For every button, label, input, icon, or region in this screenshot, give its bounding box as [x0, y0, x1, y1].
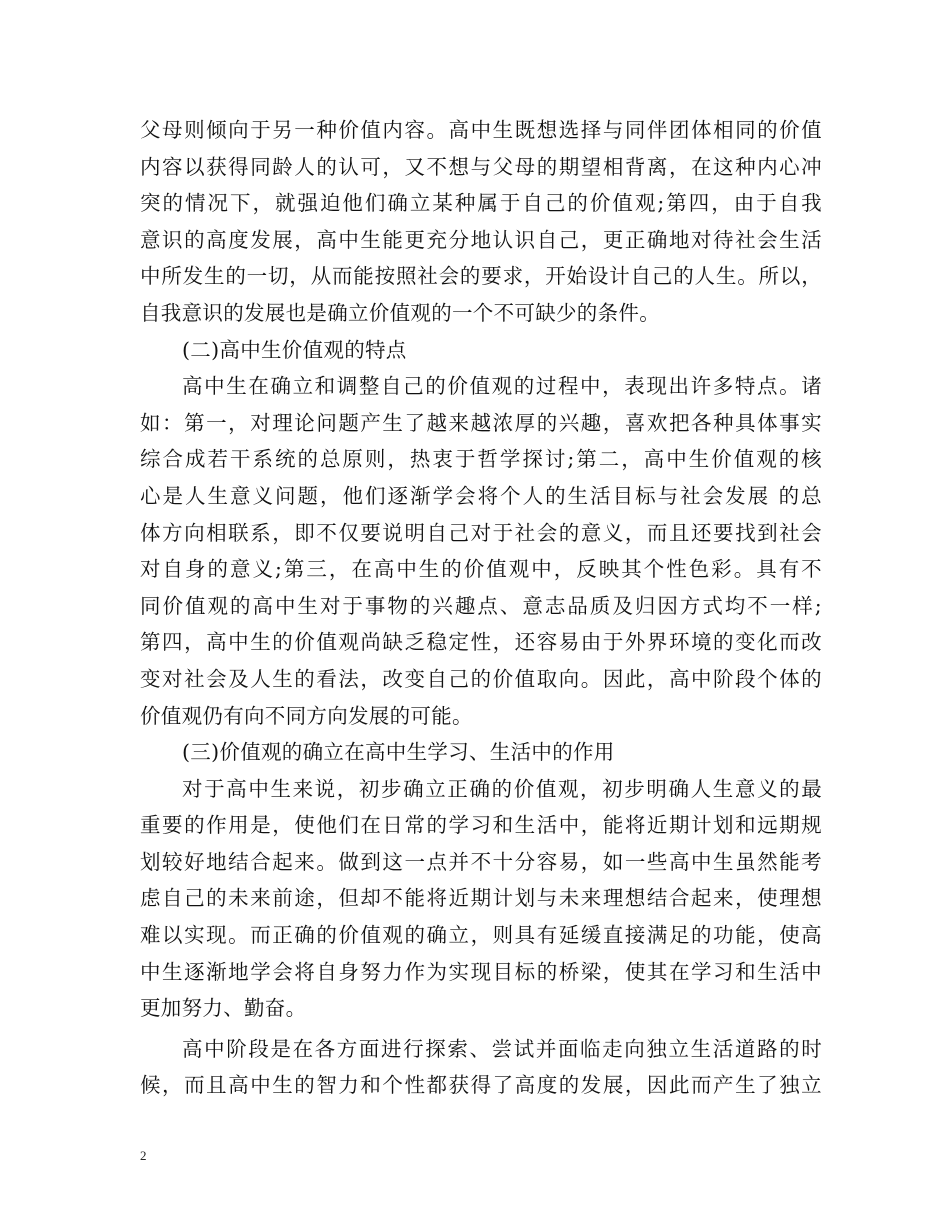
- text-line: 候，而且高中生的智力和个性都获得了高度的发展，因此而产生了独立: [140, 1073, 822, 1098]
- text-line: 意识的高度发展，高中生能更充分地认识自己，更正确地对待社会生活: [140, 227, 822, 252]
- text-line: 更加努力、勤奋。: [140, 996, 307, 1021]
- text-line: 重要的作用是，使他们在日常的学习和生活中，能将近期计划和远期规: [140, 813, 822, 838]
- text-line: 心是人生意义问题，他们逐渐学会将个人的生活目标与社会发展 的总: [140, 483, 822, 508]
- text-line: 对于高中生来说，初步确立正确的价值观，初步明确人生意义的最: [182, 776, 822, 801]
- text-line: 自我意识的发展也是确立价值观的一个不可缺少的条件。: [140, 300, 660, 325]
- text-line: 综合成若干系统的总原则，热衷于哲学探讨;第二，高中生价值观的核: [140, 447, 822, 472]
- text-line: (二)高中生价值观的特点: [182, 337, 407, 362]
- text-line: 高中阶段是在各方面进行探索、尝试并面临走向独立生活道路的时: [182, 1036, 822, 1061]
- text-line: 突的情况下，就强迫他们确立某种属于自己的价值观;第四，由于自我: [140, 191, 822, 216]
- text-line: 高中生在确立和调整自己的价值观的过程中，表现出许多特点。诸: [182, 374, 822, 399]
- text-line: 内容以获得同龄人的认可，又不想与父母的期望相背离，在这种内心冲: [140, 154, 822, 179]
- text-line: 难以实现。而正确的价值观的确立，则具有延缓直接满足的功能，使高: [140, 923, 822, 948]
- text-line: 父母则倾向于另一种价值内容。高中生既想选择与同伴团体相同的价值: [140, 118, 822, 142]
- text-line: 第四，高中生的价值观尚缺乏稳定性，还容易由于外界环境的变化而改: [140, 630, 822, 655]
- text-line: 价值观仍有向不同方向发展的可能。: [140, 703, 473, 728]
- text-line: 中所发生的一切，从而能按照社会的要求，开始设计自己的人生。所以，: [140, 264, 822, 289]
- document-body: [140, 112, 822, 1104]
- text-line: 对自身的意义;第三，在高中生的价值观中，反映其个性色彩。具有不: [140, 557, 822, 582]
- text-line: 虑自己的未来前途，但却不能将近期计划与未来理想结合起来，使理想: [140, 886, 822, 911]
- text-line: 变对社会及人生的看法，改变自己的价值取向。因此，高中阶段个体的: [140, 666, 822, 691]
- page-number: 2: [140, 1148, 147, 1163]
- text-line: 如：第一，对理论问题产生了越来越浓厚的兴趣，喜欢把各种具体事实: [140, 410, 822, 435]
- text-line: (三)价值观的确立在高中生学习、生活中的作用: [182, 740, 615, 765]
- text-line: 体方向相联系，即不仅要说明自己对于社会的意义，而且还要找到社会: [140, 520, 822, 545]
- text-line: 中生逐渐地学会将自身努力作为实现目标的桥梁，使其在学习和生活中: [140, 959, 822, 984]
- text-line: 划较好地结合起来。做到这一点并不十分容易，如一些高中生虽然能考: [140, 849, 822, 874]
- text-line: 同价值观的高中生对于事物的兴趣点、意志品质及归因方式均不一样;: [140, 593, 822, 618]
